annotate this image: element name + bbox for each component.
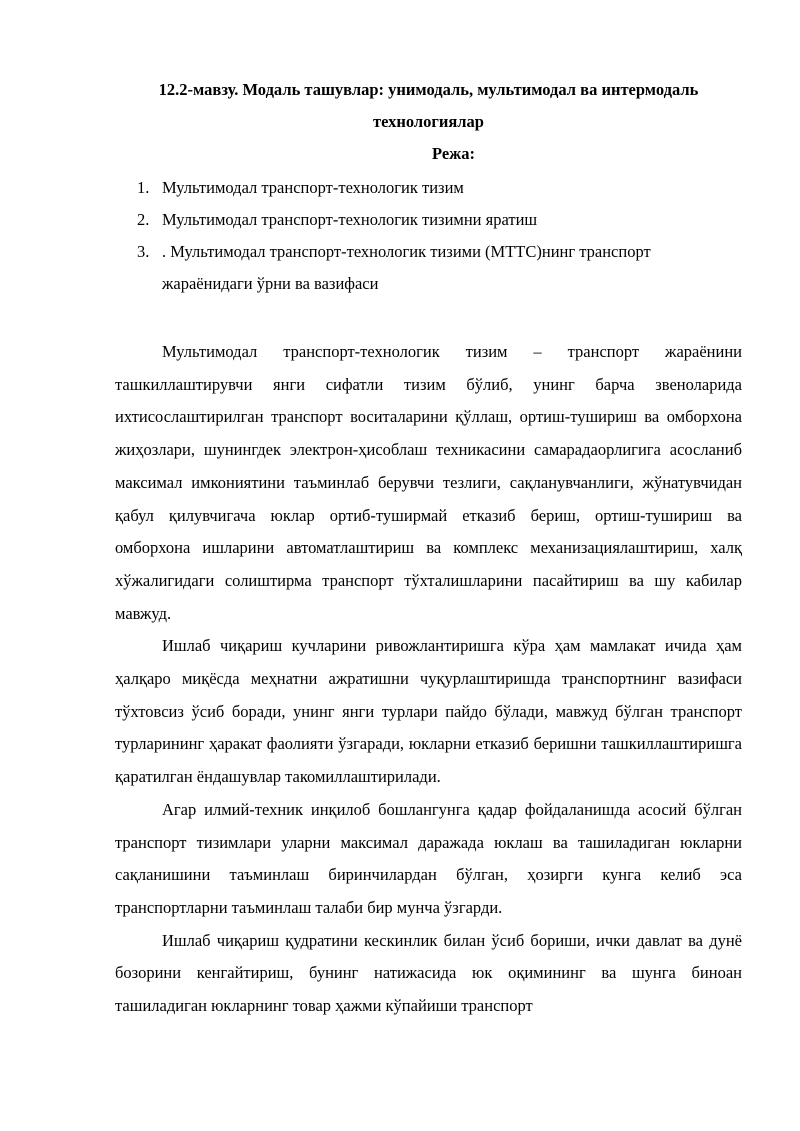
plan-item <box>115 204 742 236</box>
plan-item-text: Мультимодал транспорт-технологик тизим <box>162 178 464 197</box>
plan-item-text: . Мультимодал транспорт-технологик тизими (МТТС)нинг транспорт жараёнидаги ўрни ва вазифаси <box>162 242 651 293</box>
plan-heading: Режа: <box>432 144 475 163</box>
document-body <box>115 336 742 1023</box>
plan-item-number: 1. <box>137 178 150 197</box>
plan-list <box>115 172 742 300</box>
body-paragraph: Агар илмий-техник инқилоб бошлангунга қадар фойдаланишда асосий бўлган транспорт тизимлари уларни максимал даражада юклаш ва ташиладиган юкларни сақланишини таъминлаш биринчилардан бўлган, ҳозирги кунга келиб эса транспортларни таъминлаш талаби бир мунча ўзгарди. <box>115 799 742 917</box>
plan-item-text: Мультимодал транспорт-технологик тизимни яратиш <box>162 210 538 229</box>
body-paragraph: Ишлаб чиқариш кучларини ривожлантиришга кўра ҳам мамлакат ичида ҳам ҳалқаро миқёсда меҳнатни ажратишни чуқурлаштиришда транспортнинг вазифаси тўхтовсиз ўсиб боради, унинг янги турлари пайдо бўлади, мавжуд бўлган транспорт турларининг ҳаракат фаолияти ўзгаради, юкларни етказиб беришни ташкиллаштиришга қаратилган ёндашувлар такомиллаштирилади. <box>115 636 742 787</box>
document-title: 12.2-мавзу. Модаль ташувлар: унимодаль, мультимодал ва интермодаль технологиялар <box>158 80 699 131</box>
body-paragraph: Мультимодал транспорт-технологик тизим – транспорт жараёнини ташкиллаштирувчи янги сифатли тизим бўлиб, унинг барча звеноларида ихтисослаштирилган транспорт воситаларини қўллаш, ортиш-тушириш ва омборхона жиҳозлари, шунингдек электрон-ҳисоблаш техникасини самарадаорлигига асосланиб максимал имкониятини таъминлаб берувчи тезлиги, сақланувчанлиги, жўнатувчидан қабул қилувчигача юклар ортиб-туширмай етказиб бериш, ортиш-тушириш ва омборхона ишларини автоматлаштириш ва комплекс механизациялаштириш, халқ хўжалигидаги солиштирма транспорт тўхталишларини пасайтириш ва шу кабилар мавжуд. <box>115 342 742 623</box>
body-paragraph: Ишлаб чиқариш қудратини кескинлик билан ўсиб бориши, ички давлат ва дунё бозорини кенгайтириш, бунинг натижасида юк оқимининг ва шунга биноан ташиладиган юкларнинг товар ҳажми кўпайиши транспорт <box>115 930 742 1016</box>
plan-item-number: 2. <box>137 210 150 229</box>
plan-item <box>115 172 742 204</box>
plan-item <box>115 236 742 300</box>
plan-item-number: 3. <box>137 242 150 261</box>
document-page <box>115 74 742 1023</box>
